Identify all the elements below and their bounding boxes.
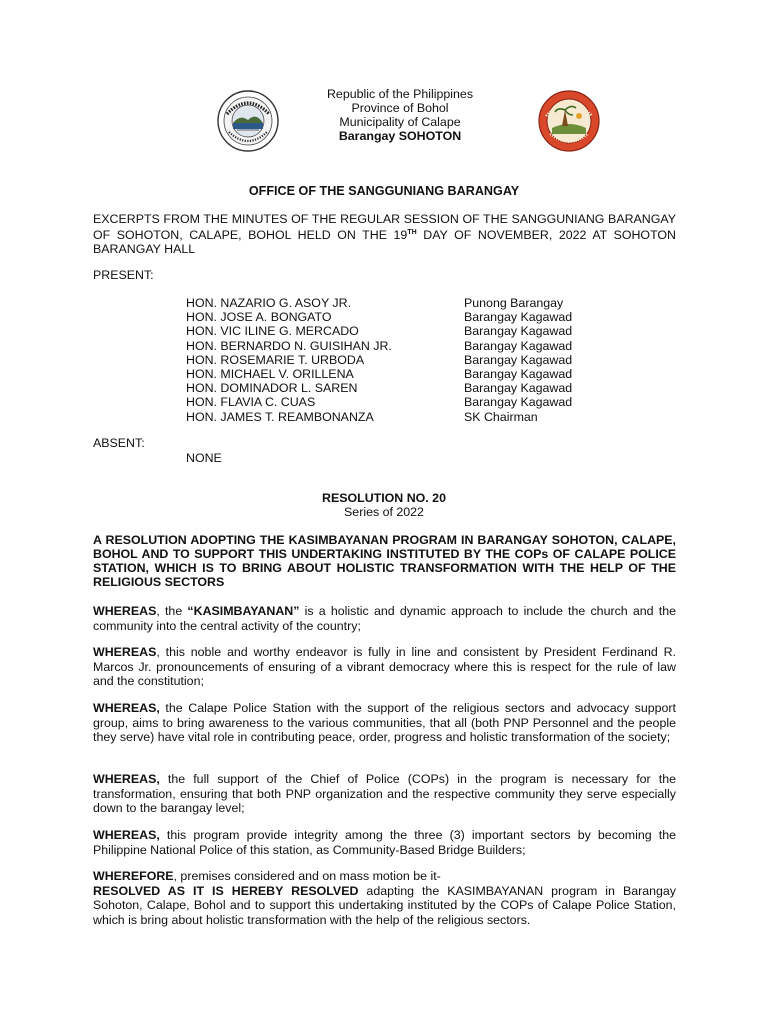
member-row [186, 410, 606, 424]
whereas-paragraph-3 [93, 701, 676, 745]
program-name: “KASIMBAYANAN” [187, 604, 300, 618]
member-row [186, 339, 606, 353]
member-name: HON. JAMES T. REAMBONANZA [186, 409, 374, 424]
member-position: Barangay Kagawad [464, 395, 573, 410]
minutes-excerpt-heading [93, 212, 676, 256]
member-name: HON. BERNARDO N. GUISIHAN JR. [186, 338, 392, 353]
member-row [186, 296, 606, 310]
paragraph-text: the Calape Police Station with the support of the religious sectors and advocacy support group, aims to bring awareness to the various communities, that all (both PNP Personnel and the people they serve) have vital role in contributing peace, order, progress and holistic transformation of the society; [93, 701, 676, 744]
resolution-number: RESOLUTION NO. 20 [322, 491, 446, 505]
member-position: Barangay Kagawad [464, 381, 573, 396]
present-label: PRESENT: [93, 268, 154, 282]
member-row [186, 395, 606, 409]
office-title: OFFICE OF THE SANGGUNIANG BARANGAY [248, 184, 520, 198]
excerpt-text-end: DAY OF NOVEMBER, 2022 AT SOHOTON BARANGAY HALL [93, 228, 676, 257]
member-row [186, 381, 606, 395]
wherefore-lead: WHEREFORE [93, 869, 174, 883]
paragraph-text: the full support of the Chief of Police (COPs) in the program is necessary for the transformation, ensuring that both PNP organization and the respective community they serve especially down to the barangay level; [93, 772, 676, 815]
member-row [186, 367, 606, 381]
resolved-lead: RESOLVED AS IT IS HEREBY RESOLVED [93, 883, 359, 898]
header-line-1: Republic of the Philippines [326, 87, 474, 101]
whereas-paragraph-4 [93, 772, 676, 816]
resolution-series: Series of 2022 [344, 505, 424, 519]
absent-label: ABSENT: [93, 436, 145, 450]
member-position: SK Chairman [464, 409, 538, 424]
member-name: HON. VIC ILINE G. MERCADO [186, 324, 359, 339]
member-row [186, 310, 606, 324]
resolved-clause [93, 884, 676, 928]
absent-value: NONE [186, 451, 222, 465]
whereas-lead: WHEREAS, [93, 828, 160, 842]
member-position: Barangay Kagawad [464, 338, 573, 353]
member-name: HON. DOMINADOR L. SAREN [186, 381, 358, 396]
member-name: HON. NAZARIO G. ASOY JR. [186, 296, 352, 310]
header-line-2: Province of Bohol [351, 101, 449, 115]
whereas-lead: WHEREAS [93, 645, 157, 659]
wherefore-resolved-paragraph [93, 869, 676, 927]
header-line-4: Barangay SOHOTON [338, 129, 462, 143]
paragraph-text: , this noble and worthy endeavor is fully in line and consistent by President Ferdinand R. Marcos Jr. pronouncements of ensuring of a vibrant democracy where this is respect for the rule of law and the constitution; [93, 645, 676, 688]
resolution-heading [0, 491, 768, 519]
member-row [186, 353, 606, 367]
member-name: HON. ROSEMARIE T. URBODA [186, 352, 365, 367]
member-name: HON. MICHAEL V. ORILLENA [186, 366, 354, 381]
paragraph-text: is a holistic and dynamic approach to include the church and the community into the central activity of the country; [93, 604, 676, 633]
whereas-lead: WHEREAS, [93, 772, 160, 786]
header-line-3: Municipality of Calape [339, 115, 461, 129]
letterhead [290, 87, 510, 143]
member-position: Punong Barangay [464, 296, 564, 310]
paragraph-text: adapting the KASIMBAYANAN program in Barangay Sohoton, Calape, Bohol and to support this undertaking instituted by the COPs of Calape Police Station, which is bring about holistic transformation with the help of the religious sectors. [93, 883, 677, 927]
municipal-seal-logo [217, 90, 279, 152]
whereas-lead: WHEREAS [93, 604, 157, 618]
member-row [186, 324, 606, 338]
paragraph-text: , the [156, 604, 188, 618]
wherefore-line [93, 869, 676, 884]
paragraph-text: this program provide integrity among the three (3) important sectors by becoming the Philippine National Police of this station, as Community-Based Bridge Builders; [93, 828, 676, 857]
member-position: Barangay Kagawad [464, 310, 573, 325]
members-list [186, 296, 606, 424]
excerpt-text: EXCERPTS FROM THE MINUTES OF THE REGULAR SESSION OF THE SANGGUNIANG BARANGAY OF SOHOTON, CALAPE, BOHOL HELD ON THE 19 [93, 212, 676, 243]
member-name: HON. JOSE A. BONGATO [186, 310, 332, 325]
member-name: HON. FLAVIA C. CUAS [186, 395, 316, 410]
whereas-lead: WHEREAS, [93, 701, 160, 715]
member-position: Barangay Kagawad [464, 352, 573, 367]
excerpt-superscript: TH [407, 229, 417, 236]
whereas-paragraph-1 [93, 604, 676, 633]
whereas-paragraph-2 [93, 645, 676, 689]
resolution-title: A RESOLUTION ADOPTING THE KASIMBAYANAN PROGRAM IN BARANGAY SOHOTON, CALAPE, BOHOL AND TO SUPPORT THIS UNDERTAKING INSTITUTED BY THE COPs OF CALAPE POLICE STATION, WHICH IS TO BRING ABOUT HOLISTIC TRANSFORMATION WITH THE HELP OF THE RELIGIOUS SECTORS [93, 533, 676, 589]
whereas-paragraph-5 [93, 828, 676, 857]
barangay-seal-logo [538, 90, 600, 152]
member-position: Barangay Kagawad [464, 366, 573, 381]
member-position: Barangay Kagawad [464, 324, 573, 339]
paragraph-text: , premises considered and on mass motion be it- [173, 869, 441, 883]
